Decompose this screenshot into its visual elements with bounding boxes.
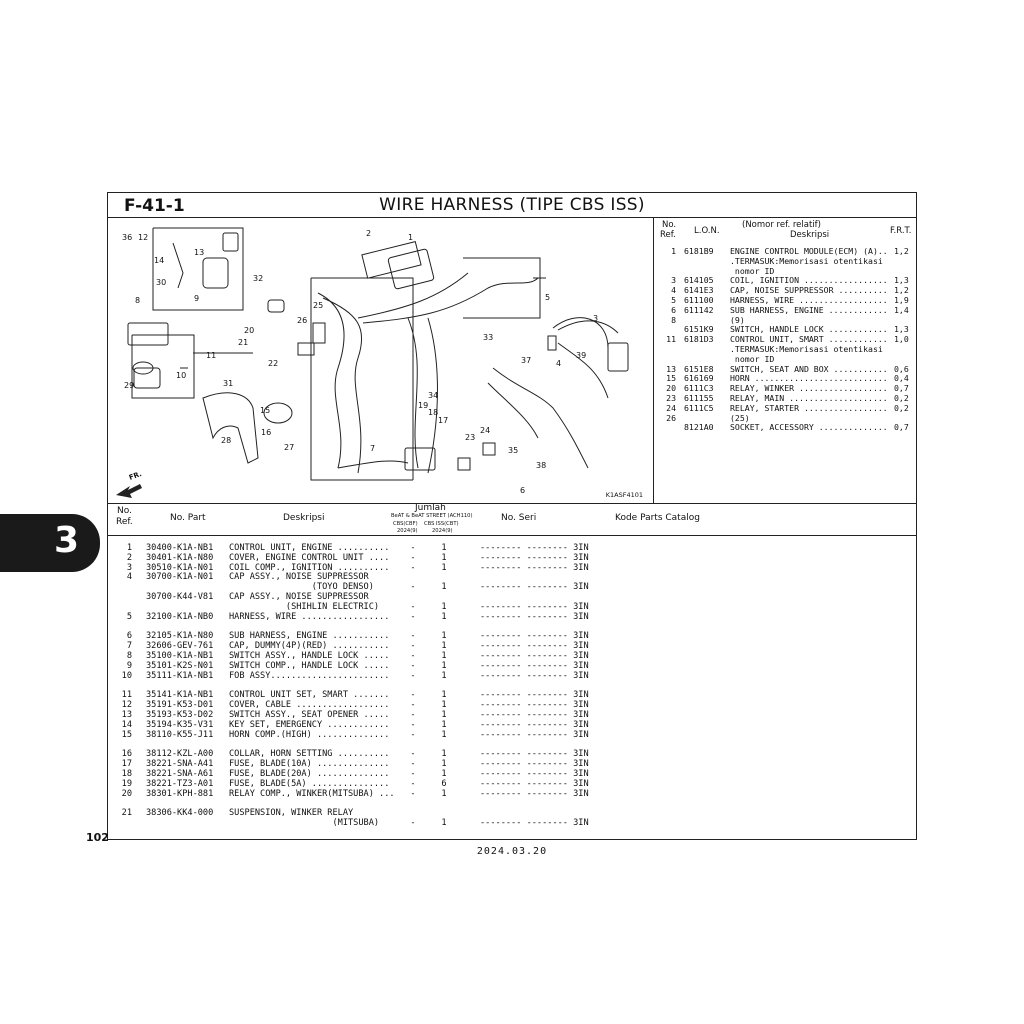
ref-header-ref: Ref.: [660, 230, 676, 240]
part-description: (SHIHLIN ELECTRIC): [229, 601, 380, 612]
lon-code: [684, 257, 730, 267]
part-description: COIL COMP., IGNITION ..........: [229, 562, 390, 573]
part-description: CAP ASSY., NOISE SUPPRESSOR: [229, 591, 369, 602]
qty-cbs: -: [410, 631, 416, 642]
qty-cbs-iss: [422, 593, 454, 603]
ref-description: RELAY, MAIN ....................: [730, 392, 888, 403]
qty-cbs: -: [410, 543, 416, 553]
lon-code: 611155: [684, 392, 714, 403]
qty-cbs: -: [410, 660, 416, 671]
callout-28: 28: [221, 436, 232, 445]
serial-range: -------- -------- 3IN: [480, 552, 589, 563]
qty-cbs-iss: 1: [441, 818, 447, 829]
serial-range: [454, 593, 480, 603]
qty-cbs-iss: [422, 573, 454, 583]
ref-description: SUB HARNESS, ENGINE ............: [730, 304, 888, 315]
col-part: No. Part: [170, 513, 206, 523]
ref-no: 1: [671, 246, 676, 256]
serial-range: -------- -------- 3IN: [480, 759, 589, 770]
callout-12: 12: [138, 233, 149, 242]
section-tab[interactable]: [0, 514, 100, 572]
ref-no: 6: [671, 304, 676, 315]
callout-11: 11: [206, 351, 217, 360]
fr-label: FR.: [127, 469, 143, 482]
part-description: FUSE, BLADE(5A) ...............: [229, 778, 390, 789]
part-description: RELAY COMP., WINKER(MITSUBA) ...: [229, 788, 395, 799]
ref-no: 26: [666, 412, 676, 423]
qty-cbs: -: [410, 778, 416, 789]
part-number: 38112-KZL-A00: [146, 749, 214, 760]
ref-no: [654, 267, 684, 277]
part-number: 35100-K1A-NB1: [146, 650, 214, 661]
serial-range: -------- -------- 3IN: [480, 660, 589, 671]
ref-header-desc: Deskripsi: [790, 230, 830, 240]
callout-9: 9: [194, 294, 200, 303]
part-number: 30401-K1A-N80: [146, 552, 214, 563]
lon-code: [684, 345, 730, 355]
part-number: 38221-SNA-A41: [146, 759, 214, 770]
qty-cbs-iss: 1: [441, 670, 447, 681]
ref-no: 4: [671, 285, 676, 296]
part-number: 30400-K1A-NB1: [146, 543, 214, 553]
frt-value: 0,2: [894, 402, 909, 413]
callout-13: 13: [194, 248, 205, 257]
ref-no: 11: [666, 334, 676, 345]
serial-range: [454, 809, 480, 819]
diagram-code: K1ASF4101: [605, 491, 643, 499]
qty-cbs-iss: 1: [441, 562, 447, 573]
part-description: SWITCH ASSY., HANDLE LOCK .....: [229, 650, 390, 661]
lon-code: 6111C5: [684, 402, 714, 413]
ref-no: 5: [671, 294, 676, 305]
qty-cbs: -: [410, 601, 416, 612]
part-number: 35111-K1A-NB1: [146, 670, 214, 681]
ref-no: 15: [121, 729, 132, 740]
part-number: 30510-K1A-N01: [146, 562, 214, 573]
frt-value: 1,3: [894, 275, 909, 286]
callout-22: 22: [268, 359, 279, 368]
qty-cbs: -: [410, 552, 416, 563]
ref-header-lon: L.O.N.: [694, 226, 720, 236]
lon-code: 6111C3: [684, 383, 714, 394]
qty-cbs: -: [410, 562, 416, 573]
ref-no: 5: [126, 611, 132, 622]
callout-18: 18: [428, 408, 439, 417]
part-description: CAP ASSY., NOISE SUPPRESSOR: [229, 572, 369, 583]
part-description: KEY SET, EMERGENCY ............: [229, 719, 390, 730]
part-description: SUSPENSION, WINKER RELAY: [229, 808, 354, 819]
table-row[interactable]: [108, 672, 916, 682]
callout-3: 3: [593, 314, 599, 323]
serial-range: -------- -------- 3IN: [480, 700, 589, 711]
serial-range: -------- -------- 3IN: [480, 601, 589, 612]
callout-10: 10: [176, 371, 187, 380]
callout-34: 34: [428, 391, 439, 400]
qty-cbs: -: [410, 700, 416, 711]
col-desc: Deskripsi: [283, 513, 325, 523]
ref-description: ENGINE CONTROL MODULE(ECM) (A)..: [730, 246, 888, 256]
part-number: 38301-KPH-881: [146, 788, 214, 799]
callout-16: 16: [261, 428, 272, 437]
callout-8: 8: [135, 296, 141, 305]
part-description: CONTROL UNIT SET, SMART .......: [229, 690, 390, 701]
frt-value: 0,4: [894, 373, 909, 384]
ref-no: 21: [121, 808, 132, 819]
ref-header-frt: F.R.T.: [890, 226, 912, 236]
part-number: 35141-K1A-NB1: [146, 690, 214, 701]
ref-no: 16: [121, 749, 132, 760]
frt-value: 0,2: [894, 392, 909, 403]
qty-cbs-iss: 1: [441, 582, 447, 593]
qty-cbs-iss: 1: [441, 660, 447, 671]
callout-37: 37: [521, 356, 532, 365]
ref-no: 23: [666, 392, 676, 403]
ref-no: [654, 423, 684, 433]
part-number: 30700-K1A-N01: [146, 572, 214, 583]
ref-no: 1: [126, 543, 132, 553]
qty-cbs: -: [410, 709, 416, 720]
ref-description: HARNESS, WIRE ..................: [730, 294, 888, 305]
callout-2: 2: [366, 229, 372, 238]
ref-description: nomor ID: [730, 265, 775, 276]
callout-33: 33: [483, 333, 494, 342]
serial-range: -------- -------- 3IN: [480, 709, 589, 720]
callout-14: 14: [154, 256, 165, 265]
lon-code: 6181B9: [684, 246, 714, 256]
ref-no: [108, 819, 132, 829]
ref-no: 3: [671, 275, 676, 286]
column-divider: [108, 535, 916, 536]
print-date: 2024.03.20: [476, 846, 548, 857]
ref-description: (9): [730, 314, 745, 325]
ref-no: 6: [126, 631, 132, 642]
part-number: 38306-KK4-000: [146, 808, 214, 819]
serial-range: -------- -------- 3IN: [480, 729, 589, 740]
lon-code: 6151K9: [684, 324, 714, 335]
ref-no: 13: [666, 363, 676, 374]
ref-description: COIL, IGNITION .................: [730, 275, 888, 286]
ref-no: 24: [666, 402, 676, 413]
catalog-frame: [107, 192, 917, 840]
qty-cbs-iss: 6: [441, 778, 447, 789]
serial-range: [454, 573, 480, 583]
serial-range: -------- -------- 3IN: [480, 562, 589, 573]
ref-description: CONTROL UNIT, SMART ............: [730, 334, 888, 345]
ref-description: .TERMASUK:Memorisasi otentikasi: [730, 255, 883, 266]
qty-cbs-iss: 1: [441, 749, 447, 760]
callout-5: 5: [545, 293, 551, 302]
reference-row: [654, 404, 916, 414]
ref-no: 13: [121, 709, 132, 720]
lon-code: 6151E8: [684, 363, 714, 374]
col-ref: Ref.: [116, 517, 133, 527]
col-seri: No. Seri: [501, 513, 537, 523]
col-no: No.: [117, 506, 132, 516]
callout-32: 32: [253, 274, 264, 283]
ref-no: 14: [121, 719, 132, 730]
serial-range: -------- -------- 3IN: [480, 631, 589, 642]
ref-description: .TERMASUK:Memorisasi otentikasi: [730, 343, 883, 354]
serial-range: -------- -------- 3IN: [480, 641, 589, 652]
part-number: 38221-TZ3-A01: [146, 778, 214, 789]
ref-description: CAP, NOISE SUPPRESSOR ..........: [730, 285, 888, 296]
ref-no: [108, 593, 132, 603]
part-description: COVER, ENGINE CONTROL UNIT ....: [229, 552, 390, 563]
qty-cbs-iss: 1: [441, 719, 447, 730]
qty-cbs-iss: 1: [441, 709, 447, 720]
frt-value: [894, 257, 916, 267]
ref-no: 9: [126, 660, 132, 671]
reference-row: [654, 345, 916, 355]
callout-7: 7: [370, 444, 376, 453]
callout-1: 1: [408, 233, 414, 242]
ref-no: 2: [126, 552, 132, 563]
qty-cbs: -: [410, 611, 416, 622]
lon-code: 6141E3: [684, 285, 714, 296]
diagram-drawing: [108, 218, 653, 503]
front-arrow-icon: [116, 484, 142, 498]
part-description: (MITSUBA): [229, 818, 380, 829]
qty-cbs-iss: 1: [441, 729, 447, 740]
reference-row: [654, 423, 916, 433]
qty-cbs-iss: 1: [441, 601, 447, 612]
part-number: 38110-K55-J11: [146, 729, 214, 740]
serial-range: -------- -------- 3IN: [480, 818, 589, 829]
qty-cbs-iss: 1: [441, 759, 447, 770]
frt-value: 0,6: [894, 363, 909, 374]
frt-value: 1,2: [894, 246, 909, 256]
part-description: CAP, DUMMY(4P)(RED) ...........: [229, 641, 390, 652]
parts-table: [108, 544, 916, 829]
part-description: SUB HARNESS, ENGINE ...........: [229, 631, 390, 642]
part-description: COVER, CABLE ..................: [229, 700, 390, 711]
ref-header-no: No.: [662, 220, 677, 230]
table-row[interactable]: [108, 613, 916, 623]
col-model-line: BeAT & BeAT STREET (ACH110): [391, 513, 473, 519]
qty-cbs: -: [410, 690, 416, 701]
callout-30: 30: [156, 278, 167, 287]
part-description: CONTROL UNIT, ENGINE ..........: [229, 543, 390, 553]
qty-cbs-iss: 1: [441, 552, 447, 563]
serial-range: -------- -------- 3IN: [480, 719, 589, 730]
col-kode: Kode Parts Catalog: [615, 513, 700, 523]
part-number: [132, 819, 229, 829]
callout-36: 36: [122, 233, 133, 242]
ref-no: 4: [126, 572, 132, 583]
qty-cbs: -: [410, 670, 416, 681]
qty-cbs: -: [410, 729, 416, 740]
part-description: SWITCH COMP., HANDLE LOCK .....: [229, 660, 390, 671]
section-number: 3: [54, 520, 80, 561]
callout-15: 15: [260, 406, 271, 415]
ref-description: nomor ID: [730, 353, 775, 364]
serial-range: -------- -------- 3IN: [480, 788, 589, 799]
callout-38: 38: [536, 461, 547, 470]
part-description: SWITCH ASSY., SEAT OPENER .....: [229, 709, 390, 720]
lon-code: 614105: [684, 275, 714, 286]
serial-range: -------- -------- 3IN: [480, 582, 589, 593]
ref-description: (25): [730, 412, 750, 423]
ref-no: 17: [121, 759, 132, 770]
lon-code: 611142: [684, 304, 714, 315]
qty-cbs: [394, 809, 422, 819]
col-cbs-iss: CBS ISS(CBT): [424, 521, 459, 527]
frt-value: 0,7: [894, 383, 909, 394]
qty-cbs: -: [410, 582, 416, 593]
figure-title: WIRE HARNESS (TIPE CBS ISS): [379, 195, 645, 215]
frt-value: 1,9: [894, 294, 909, 305]
frt-value: 1,2: [894, 285, 909, 296]
callout-35: 35: [508, 446, 519, 455]
callout-31: 31: [223, 379, 234, 388]
frt-value: [894, 345, 916, 355]
ref-no: 7: [126, 641, 132, 652]
qty-cbs: [394, 593, 422, 603]
ref-no: 11: [121, 690, 132, 701]
part-description: FUSE, BLADE(10A) ..............: [229, 759, 390, 770]
part-number: 38221-SNA-A61: [146, 768, 214, 779]
part-number: 32105-K1A-N80: [146, 631, 214, 642]
ref-no: 15: [666, 373, 676, 384]
table-row[interactable]: [108, 819, 916, 829]
callout-4: 4: [556, 359, 562, 368]
part-description: COLLAR, HORN SETTING ..........: [229, 749, 390, 760]
qty-cbs: -: [410, 818, 416, 829]
frt-value: 0,7: [894, 422, 909, 433]
table-row[interactable]: [108, 731, 916, 741]
col-cbs: CBS(CBF): [393, 521, 418, 527]
part-number: 35101-K2S-N01: [146, 660, 214, 671]
callout-29: 29: [124, 381, 135, 390]
qty-cbs: -: [410, 719, 416, 730]
col-year-1: 2024(9): [397, 528, 418, 534]
serial-range: -------- -------- 3IN: [480, 670, 589, 681]
part-number: 35191-K53-D01: [146, 700, 214, 711]
serial-range: -------- -------- 3IN: [480, 778, 589, 789]
ref-no: [654, 257, 684, 267]
figure-code: F-41-1: [124, 196, 185, 216]
callout-39: 39: [576, 351, 587, 360]
part-number: 30700-K44-V81: [146, 591, 214, 602]
ref-no: 8: [126, 650, 132, 661]
callout-19: 19: [418, 401, 429, 410]
ref-description: SOCKET, ACCESSORY ..............: [730, 422, 888, 433]
reference-panel: [654, 218, 916, 503]
qty-cbs-iss: 1: [441, 631, 447, 642]
qty-cbs-iss: 1: [441, 650, 447, 661]
callout-21: 21: [238, 338, 249, 347]
callout-20: 20: [244, 326, 255, 335]
part-number: 35194-K35-V31: [146, 719, 214, 730]
part-description: HARNESS, WIRE .................: [229, 611, 390, 622]
col-year-2: 2024(9): [432, 528, 453, 534]
part-description: HORN COMP.(HIGH) ..............: [229, 729, 390, 740]
callout-6: 6: [520, 486, 526, 495]
lon-code: 8121A0: [684, 422, 714, 433]
frt-value: 1,3: [894, 324, 909, 335]
qty-cbs: -: [410, 768, 416, 779]
part-description: FOB ASSY.......................: [229, 670, 390, 681]
qty-cbs-iss: 1: [441, 700, 447, 711]
qty-cbs-iss: 1: [441, 641, 447, 652]
ref-no: 20: [121, 788, 132, 799]
serial-range: -------- -------- 3IN: [480, 543, 589, 553]
frt-value: 1,4: [894, 304, 909, 315]
ref-description: HORN ...........................: [730, 373, 888, 384]
ref-no: [108, 583, 132, 593]
serial-range: -------- -------- 3IN: [480, 650, 589, 661]
ref-no: 12: [121, 700, 132, 711]
serial-range: -------- -------- 3IN: [480, 768, 589, 779]
page-number: 102: [86, 831, 109, 844]
exploded-diagram: [108, 218, 654, 503]
part-number: 32606-GEV-761: [146, 641, 214, 652]
ref-description: RELAY, STARTER .................: [730, 402, 888, 413]
frt-value: 1,0: [894, 334, 909, 345]
part-number: 32100-K1A-NB0: [146, 611, 214, 622]
reference-row: [654, 257, 916, 267]
ref-no: 19: [121, 778, 132, 789]
ref-no: [654, 345, 684, 355]
ref-no: 8: [671, 314, 676, 325]
reference-row: [654, 306, 916, 316]
col-jumlah: Jumlah: [415, 503, 446, 513]
qty-cbs: [394, 573, 422, 583]
part-number: 35193-K53-D02: [146, 709, 214, 720]
ref-description: SWITCH, SEAT AND BOX ...........: [730, 363, 888, 374]
qty-cbs: -: [410, 650, 416, 661]
part-description: FUSE, BLADE(20A) ..............: [229, 768, 390, 779]
ref-no: 18: [121, 768, 132, 779]
callout-25: 25: [313, 301, 324, 310]
ref-no: 10: [121, 670, 132, 681]
lon-code: 611100: [684, 294, 714, 305]
qty-cbs-iss: 1: [441, 611, 447, 622]
callout-24: 24: [480, 426, 491, 435]
qty-cbs-iss: 1: [441, 543, 447, 553]
table-row[interactable]: [108, 790, 916, 800]
ref-no: 3: [126, 562, 132, 573]
qty-cbs: -: [410, 788, 416, 799]
ref-no: 20: [666, 383, 676, 394]
qty-cbs: -: [410, 749, 416, 760]
lon-code: 6181D3: [684, 334, 714, 345]
serial-range: -------- -------- 3IN: [480, 611, 589, 622]
part-description: (TOYO DENSO): [229, 582, 374, 593]
ref-header-desc-note: (Nomor ref. relatif): [742, 220, 821, 230]
callout-26: 26: [297, 316, 308, 325]
qty-cbs-iss: 1: [441, 768, 447, 779]
reference-rows: [654, 247, 916, 433]
qty-cbs: -: [410, 641, 416, 652]
ref-description: RELAY, WINKER ..................: [730, 383, 888, 394]
callout-27: 27: [284, 443, 295, 452]
qty-cbs-iss: 1: [441, 788, 447, 799]
callout-17: 17: [438, 416, 449, 425]
serial-range: -------- -------- 3IN: [480, 690, 589, 701]
qty-cbs-iss: [422, 809, 454, 819]
ref-description: SWITCH, HANDLE LOCK ............: [730, 324, 888, 335]
lon-code: 616169: [684, 373, 714, 384]
section-divider: [108, 503, 916, 504]
serial-range: -------- -------- 3IN: [480, 749, 589, 760]
qty-cbs: -: [410, 759, 416, 770]
callout-23: 23: [465, 433, 476, 442]
qty-cbs-iss: 1: [441, 690, 447, 701]
